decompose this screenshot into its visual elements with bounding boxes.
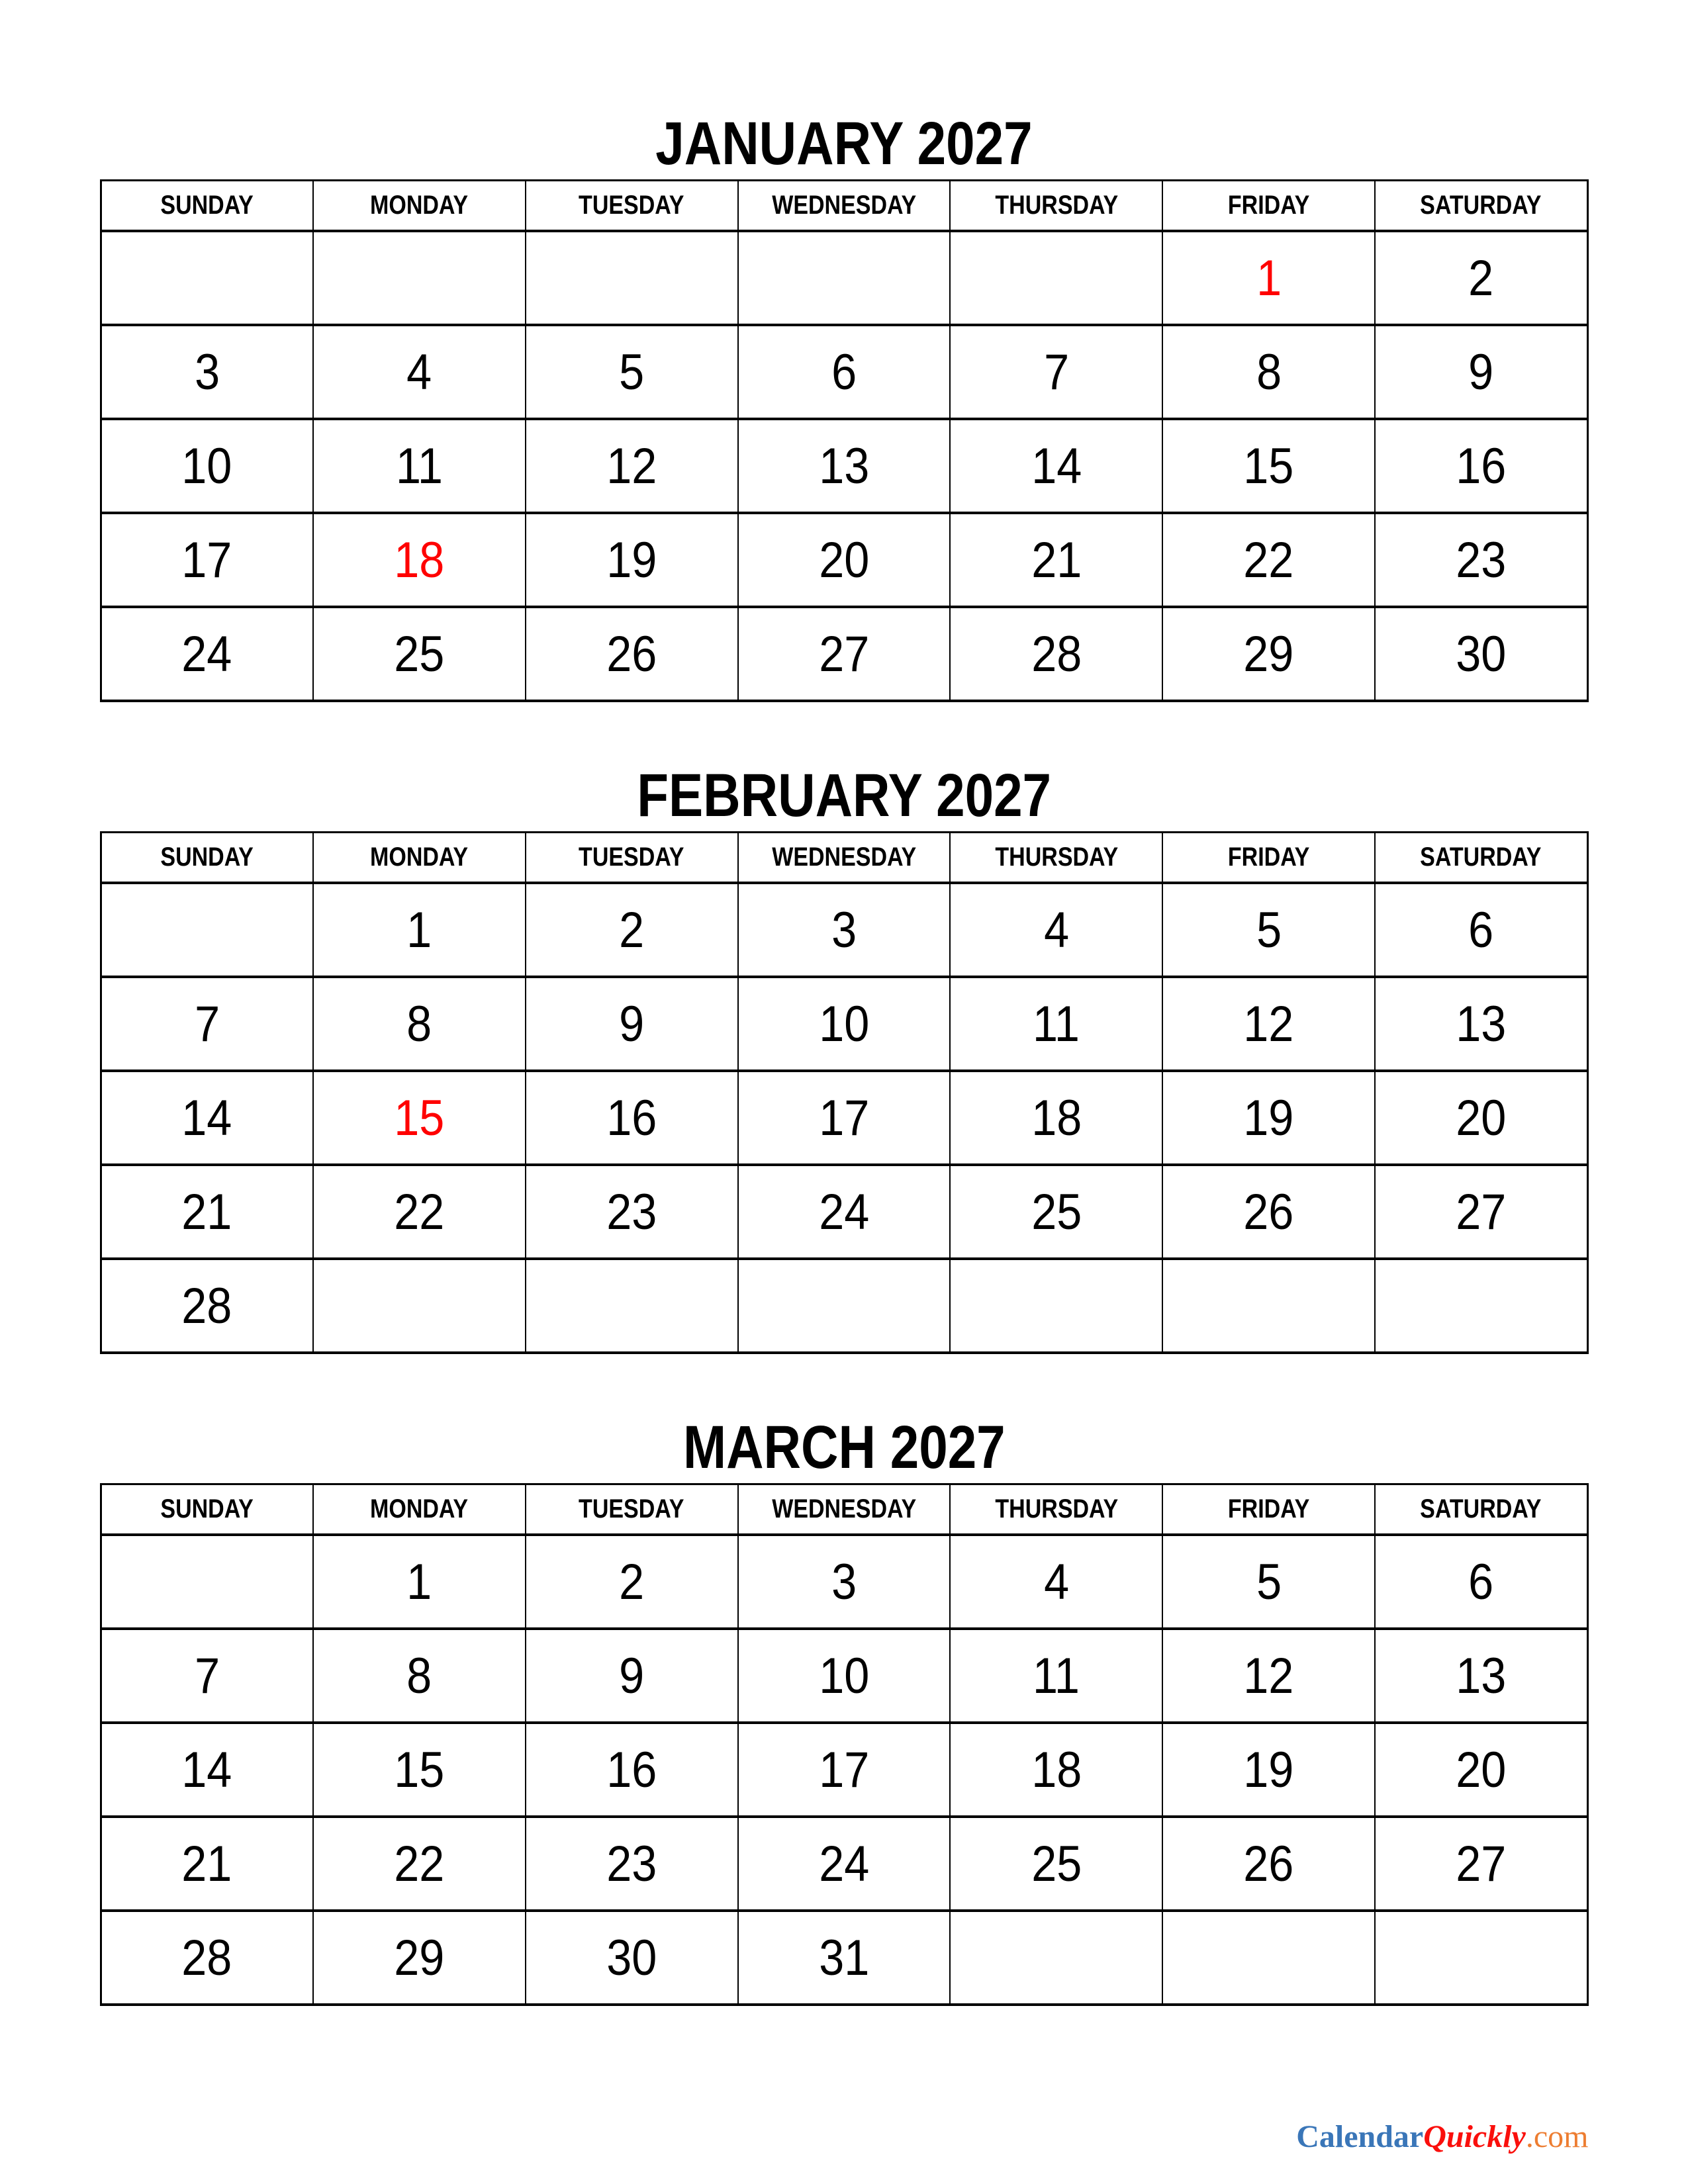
weekday-header-label: TUESDAY	[579, 191, 684, 220]
day-number: 5	[1256, 1553, 1282, 1610]
month-february-2027	[100, 702, 1589, 1354]
weekday-header-friday	[1162, 1484, 1375, 1535]
day-cell	[526, 1071, 738, 1165]
day-number: 14	[181, 1741, 232, 1798]
month-title-february-2027	[100, 762, 1589, 829]
day-number: 26	[1243, 1835, 1294, 1892]
day-cell-empty	[1375, 1911, 1587, 2005]
day-cell	[1162, 1629, 1375, 1723]
day-cell	[738, 1165, 951, 1259]
day-cell	[526, 1723, 738, 1817]
day-number: 21	[1031, 531, 1082, 588]
day-cell	[1375, 419, 1587, 513]
day-number: 24	[818, 1183, 869, 1240]
day-cell	[1162, 325, 1375, 419]
weekday-header-label: WEDNESDAY	[771, 842, 916, 872]
day-number: 27	[1456, 1835, 1507, 1892]
day-number: 9	[619, 1647, 645, 1704]
weekday-header-sunday	[101, 1484, 313, 1535]
month-january-2027	[100, 0, 1589, 702]
weekday-header-label: SATURDAY	[1420, 842, 1542, 872]
weekday-header-row	[101, 1484, 1587, 1535]
day-cell	[526, 1535, 738, 1629]
week-row	[101, 1629, 1587, 1723]
day-number: 6	[831, 343, 857, 400]
day-cell	[1162, 1723, 1375, 1817]
day-cell-empty	[738, 231, 951, 325]
day-cell	[313, 1071, 526, 1165]
calendar-grid-january-2027	[100, 179, 1589, 702]
brand-calendar-text: Calendar	[1296, 2119, 1424, 2154]
day-number: 25	[394, 625, 445, 682]
weekday-header-label: FRIDAY	[1227, 191, 1310, 220]
week-row	[101, 1071, 1587, 1165]
day-cell	[526, 325, 738, 419]
day-cell-empty	[1162, 1911, 1375, 2005]
day-number: 27	[818, 625, 869, 682]
day-cell	[101, 513, 313, 607]
day-number: 16	[1456, 437, 1507, 494]
day-cell	[738, 1723, 951, 1817]
day-cell	[950, 1723, 1162, 1817]
weekday-header-label: THURSDAY	[994, 842, 1118, 872]
weekday-header-tuesday	[526, 833, 738, 884]
day-cell	[738, 883, 951, 977]
day-cell	[1375, 883, 1587, 977]
day-number: 16	[606, 1089, 657, 1146]
day-cell	[1375, 1629, 1587, 1723]
day-number: 26	[1243, 1183, 1294, 1240]
day-number: 22	[1243, 531, 1294, 588]
day-number: 10	[818, 1647, 869, 1704]
day-number: 13	[818, 437, 869, 494]
day-number: 3	[831, 1553, 857, 1610]
day-cell	[738, 1911, 951, 2005]
week-row	[101, 1723, 1587, 1817]
weekday-header-friday	[1162, 181, 1375, 232]
day-cell	[313, 883, 526, 977]
day-cell	[1375, 1817, 1587, 1911]
footer	[100, 2118, 1589, 2155]
day-number: 7	[1043, 343, 1069, 400]
weekday-header-monday	[313, 1484, 526, 1535]
day-cell-empty	[950, 231, 1162, 325]
day-number: 20	[1456, 1089, 1507, 1146]
day-number: 12	[1243, 1647, 1294, 1704]
day-number: 22	[394, 1835, 445, 1892]
brand-dotcom-text: .com	[1525, 2119, 1589, 2154]
weekday-header-row	[101, 181, 1587, 232]
day-number: 1	[406, 901, 432, 958]
day-cell	[1162, 977, 1375, 1071]
weekday-header-label: SUNDAY	[160, 842, 254, 872]
weekday-header-saturday	[1375, 181, 1587, 232]
month-title-text: JANUARY 2027	[655, 110, 1033, 177]
day-number: 19	[1243, 1741, 1294, 1798]
day-number: 23	[1456, 531, 1507, 588]
day-cell	[738, 1535, 951, 1629]
day-number: 14	[1031, 437, 1082, 494]
day-number: 9	[1468, 343, 1494, 400]
weekday-header-tuesday	[526, 181, 738, 232]
day-number: 12	[606, 437, 657, 494]
day-cell	[526, 1817, 738, 1911]
day-cell	[738, 1071, 951, 1165]
weekday-header-label: MONDAY	[370, 191, 469, 220]
day-number: 14	[181, 1089, 232, 1146]
day-cell-empty	[738, 1259, 951, 1353]
day-cell	[738, 1817, 951, 1911]
day-cell-empty	[1162, 1259, 1375, 1353]
day-number: 20	[1456, 1741, 1507, 1798]
day-cell	[526, 419, 738, 513]
day-cell-empty	[1375, 1259, 1587, 1353]
day-number: 15	[394, 1741, 445, 1798]
day-number: 17	[818, 1089, 869, 1146]
day-number: 5	[1256, 901, 1282, 958]
weekday-header-row	[101, 833, 1587, 884]
day-cell-empty	[950, 1911, 1162, 2005]
weekday-header-label: MONDAY	[370, 1494, 469, 1524]
day-number: 11	[1033, 1647, 1080, 1704]
weekday-header-sunday	[101, 181, 313, 232]
day-number: 19	[606, 531, 657, 588]
day-number: 3	[831, 901, 857, 958]
day-cell	[313, 1629, 526, 1723]
day-cell	[526, 607, 738, 701]
day-cell	[101, 1911, 313, 2005]
day-cell	[1162, 1165, 1375, 1259]
weekday-header-monday	[313, 833, 526, 884]
day-cell	[950, 883, 1162, 977]
day-cell-empty	[313, 231, 526, 325]
day-cell	[738, 419, 951, 513]
day-cell-empty	[101, 1535, 313, 1629]
day-cell	[738, 607, 951, 701]
day-number: 3	[194, 343, 220, 400]
day-cell	[1162, 1071, 1375, 1165]
week-row	[101, 1259, 1587, 1353]
day-cell	[950, 1071, 1162, 1165]
calendar-grid-march-2027	[100, 1483, 1589, 2006]
day-cell	[1375, 513, 1587, 607]
day-number: 17	[818, 1741, 869, 1798]
day-number: 18	[1031, 1741, 1082, 1798]
month-march-2027	[100, 1354, 1589, 2006]
day-cell	[1162, 1817, 1375, 1911]
day-number: 26	[606, 625, 657, 682]
weekday-header-label: FRIDAY	[1227, 842, 1310, 872]
day-number: 13	[1456, 1647, 1507, 1704]
day-cell	[101, 419, 313, 513]
day-cell	[101, 977, 313, 1071]
day-cell	[1162, 607, 1375, 701]
week-row	[101, 513, 1587, 607]
day-number: 25	[1031, 1183, 1082, 1240]
day-cell	[950, 1535, 1162, 1629]
day-cell	[101, 1629, 313, 1723]
day-number: 18	[1031, 1089, 1082, 1146]
day-cell	[101, 1259, 313, 1353]
day-cell	[313, 1911, 526, 2005]
day-number: 27	[1456, 1183, 1507, 1240]
day-cell	[738, 325, 951, 419]
day-cell	[1375, 1535, 1587, 1629]
day-number: 28	[1031, 625, 1082, 682]
weekday-header-monday	[313, 181, 526, 232]
day-cell-empty	[101, 883, 313, 977]
day-cell	[1375, 1071, 1587, 1165]
day-number: 8	[406, 995, 432, 1052]
week-row	[101, 607, 1587, 701]
weekday-header-wednesday	[738, 1484, 951, 1535]
day-number: 2	[619, 901, 645, 958]
day-number: 30	[606, 1929, 657, 1986]
weekday-header-tuesday	[526, 1484, 738, 1535]
day-number: 6	[1468, 1553, 1494, 1610]
day-number: 2	[1468, 250, 1494, 306]
day-number: 21	[181, 1183, 232, 1240]
day-number: 21	[181, 1835, 232, 1892]
day-number: 4	[1043, 901, 1069, 958]
weekday-header-label: THURSDAY	[994, 1494, 1118, 1524]
weekday-header-wednesday	[738, 833, 951, 884]
day-number: 18	[394, 531, 445, 588]
weekday-header-label: THURSDAY	[994, 191, 1118, 220]
day-cell	[738, 977, 951, 1071]
day-cell	[526, 513, 738, 607]
day-number: 7	[194, 995, 220, 1052]
day-number: 11	[1033, 995, 1080, 1052]
weekday-header-label: MONDAY	[370, 842, 469, 872]
week-row	[101, 1165, 1587, 1259]
week-row	[101, 977, 1587, 1071]
day-cell	[738, 1629, 951, 1723]
day-number: 28	[181, 1277, 232, 1334]
weekday-header-label: WEDNESDAY	[771, 191, 916, 220]
day-cell	[1162, 513, 1375, 607]
week-row	[101, 419, 1587, 513]
day-number: 23	[606, 1183, 657, 1240]
weekday-header-label: SATURDAY	[1420, 1494, 1542, 1524]
day-number: 24	[181, 625, 232, 682]
day-cell	[1375, 1165, 1587, 1259]
week-row	[101, 1535, 1587, 1629]
day-number: 6	[1468, 901, 1494, 958]
day-number: 24	[818, 1835, 869, 1892]
day-cell	[950, 513, 1162, 607]
day-cell-empty	[101, 231, 313, 325]
month-title-text: MARCH 2027	[682, 1414, 1006, 1481]
weekday-header-friday	[1162, 833, 1375, 884]
weekday-header-saturday	[1375, 1484, 1587, 1535]
calendar-grid-february-2027	[100, 831, 1589, 1354]
day-cell	[101, 1723, 313, 1817]
day-number: 30	[1456, 625, 1507, 682]
day-cell	[1375, 325, 1587, 419]
day-cell	[1162, 1535, 1375, 1629]
day-number: 11	[395, 437, 443, 494]
day-cell	[526, 977, 738, 1071]
weekday-header-wednesday	[738, 181, 951, 232]
day-cell	[313, 977, 526, 1071]
day-number: 10	[818, 995, 869, 1052]
day-cell-empty	[526, 231, 738, 325]
weekday-header-thursday	[950, 181, 1162, 232]
day-number: 19	[1243, 1089, 1294, 1146]
weekday-header-label: SUNDAY	[160, 191, 254, 220]
weekday-header-sunday	[101, 833, 313, 884]
day-cell	[313, 1817, 526, 1911]
day-number: 7	[194, 1647, 220, 1704]
weekday-header-label: TUESDAY	[579, 842, 684, 872]
day-number: 1	[406, 1553, 432, 1610]
day-number: 25	[1031, 1835, 1082, 1892]
day-number: 15	[1243, 437, 1294, 494]
day-number: 23	[606, 1835, 657, 1892]
week-row	[101, 231, 1587, 325]
day-cell	[526, 1629, 738, 1723]
day-cell	[313, 325, 526, 419]
day-cell	[313, 419, 526, 513]
day-cell	[950, 419, 1162, 513]
day-number: 10	[181, 437, 232, 494]
day-number: 8	[406, 1647, 432, 1704]
day-cell	[101, 1071, 313, 1165]
day-cell	[950, 1629, 1162, 1723]
weekday-header-thursday	[950, 833, 1162, 884]
day-number: 1	[1256, 250, 1282, 306]
day-cell	[526, 1165, 738, 1259]
day-cell	[1162, 231, 1375, 325]
week-row	[101, 1817, 1587, 1911]
day-number: 17	[181, 531, 232, 588]
day-cell	[738, 513, 951, 607]
brand-quickly-text: Quickly	[1423, 2119, 1526, 2154]
day-number: 9	[619, 995, 645, 1052]
day-number: 4	[1043, 1553, 1069, 1610]
week-row	[101, 1911, 1587, 2005]
day-cell	[950, 1165, 1162, 1259]
week-row	[101, 883, 1587, 977]
day-number: 31	[818, 1929, 869, 1986]
day-number: 8	[1256, 343, 1282, 400]
day-cell	[313, 1535, 526, 1629]
weekday-header-label: WEDNESDAY	[771, 1494, 916, 1524]
month-title-march-2027	[100, 1414, 1589, 1481]
footer-brand-link[interactable]	[1296, 2119, 1588, 2154]
day-cell	[101, 607, 313, 701]
day-cell	[1162, 883, 1375, 977]
day-number: 22	[394, 1183, 445, 1240]
weekday-header-label: SUNDAY	[160, 1494, 254, 1524]
day-cell-empty	[526, 1259, 738, 1353]
day-cell	[1375, 1723, 1587, 1817]
day-cell	[101, 1817, 313, 1911]
weekday-header-label: FRIDAY	[1227, 1494, 1310, 1524]
day-number: 16	[606, 1741, 657, 1798]
day-cell	[101, 1165, 313, 1259]
day-cell	[526, 1911, 738, 2005]
day-cell	[950, 607, 1162, 701]
day-number: 2	[619, 1553, 645, 1610]
day-cell	[526, 883, 738, 977]
day-cell	[313, 1165, 526, 1259]
day-cell	[950, 325, 1162, 419]
weekday-header-label: TUESDAY	[579, 1494, 684, 1524]
day-number: 5	[619, 343, 645, 400]
day-cell	[1375, 607, 1587, 701]
day-number: 28	[181, 1929, 232, 1986]
day-cell	[313, 607, 526, 701]
day-cell	[313, 513, 526, 607]
month-title-january-2027	[100, 110, 1589, 177]
week-row	[101, 325, 1587, 419]
day-cell	[101, 325, 313, 419]
day-cell-empty	[950, 1259, 1162, 1353]
weekday-header-saturday	[1375, 833, 1587, 884]
day-cell	[950, 977, 1162, 1071]
day-cell	[1162, 419, 1375, 513]
day-cell-empty	[313, 1259, 526, 1353]
day-cell	[1375, 977, 1587, 1071]
day-number: 29	[1243, 625, 1294, 682]
day-number: 15	[394, 1089, 445, 1146]
day-number: 20	[818, 531, 869, 588]
day-number: 4	[406, 343, 432, 400]
day-cell	[950, 1817, 1162, 1911]
month-title-text: FEBRUARY 2027	[637, 762, 1051, 829]
day-cell	[1375, 231, 1587, 325]
day-number: 12	[1243, 995, 1294, 1052]
day-cell	[313, 1723, 526, 1817]
day-number: 13	[1456, 995, 1507, 1052]
weekday-header-thursday	[950, 1484, 1162, 1535]
day-number: 29	[394, 1929, 445, 1986]
weekday-header-label: SATURDAY	[1420, 191, 1542, 220]
